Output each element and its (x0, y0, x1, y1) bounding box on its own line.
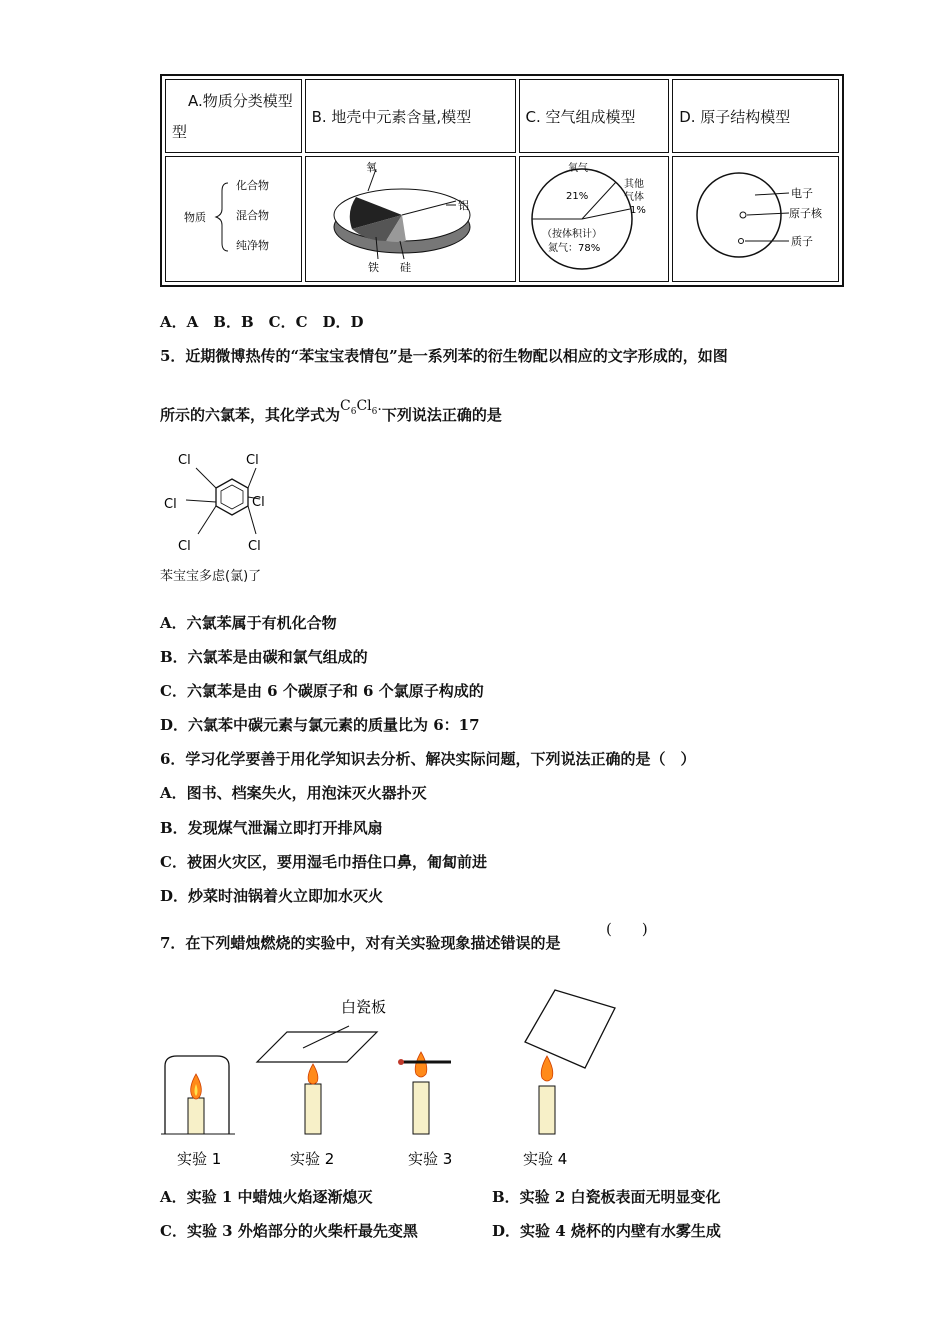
cl-atom-1: Cl (178, 453, 191, 468)
q4-answer-options: A．A B．B C．C D．D (160, 313, 364, 331)
cl-atom-3: Cl (164, 497, 177, 512)
q7-option-c[interactable]: C．实验 3 外焰部分的火柴杆最先变黑 (160, 1222, 418, 1240)
label-n2: 氮气：78% (547, 243, 600, 254)
label-note: （按体积计） (541, 229, 602, 240)
label-silicon: 硅 (399, 261, 411, 274)
label-other-2: 气体 (623, 192, 644, 203)
diagram-c-cell (519, 156, 670, 282)
diagram-a-item-3: 纯净物 (236, 239, 269, 252)
header-c: C. 空气组成模型 (519, 79, 670, 153)
model-table (160, 74, 844, 287)
label-o2: 氧气 (567, 163, 588, 174)
q5-option-a[interactable]: A．六氯苯属于有机化合物 (160, 614, 337, 632)
diagram-a-cell (165, 156, 302, 282)
chemical-formula: $C_6Cl_6$. (340, 398, 382, 417)
q5-caption: 苯宝宝多虑(氯)了 (160, 569, 262, 584)
q7-option-a[interactable]: A．实验 1 中蜡烛火焰逐渐熄灭 (160, 1188, 373, 1206)
cl-atom-2: Cl (246, 453, 259, 468)
header-a-line2: 型 (172, 123, 188, 141)
q7-option-b[interactable]: B．实验 2 白瓷板表面无明显变化 (492, 1188, 721, 1206)
header-b: B. 地壳中元素含量,模型 (305, 79, 516, 153)
plate-label: 白瓷板 (341, 998, 387, 1016)
diagram-a-root: 物质 (184, 211, 206, 224)
header-d: D. 原子结构模型 (672, 79, 839, 153)
hexachlorobenzene-structure (160, 446, 290, 556)
classification-diagram (166, 157, 300, 277)
cl-atom-6: Cl (248, 539, 261, 554)
q6-option-d[interactable]: D．炒菜时油锅着火立即加水灭火 (160, 887, 384, 905)
brace-icon (216, 183, 228, 251)
diagram-d-cell (672, 156, 839, 282)
q5-option-d[interactable]: D．六氯苯中碳元素与氯元素的质量比为 6：17 (160, 716, 480, 734)
diagram-a-item-2: 混合物 (236, 209, 269, 222)
q7-stem: 7．在下列蜡烛燃烧的实验中，对有关实验现象描述错误的是 (160, 934, 561, 952)
q6-stem: 6．学习化学要善于用化学知识去分析、解决实际问题，下列说法正确的是（ ） (160, 750, 696, 768)
diagram-b-cell (305, 156, 516, 282)
label-proton: 质子 (791, 235, 814, 248)
exp-label-1: 实验 1 (177, 1150, 222, 1168)
q5-stem-after: 下列说法正确的是 (381, 406, 502, 424)
q7-option-d[interactable]: D．实验 4 烧杯的内壁有水雾生成 (492, 1222, 721, 1240)
header-a-line1: A.物质分类模型 (188, 92, 293, 110)
label-other-1: 其他 (623, 179, 644, 190)
crust-pie-diagram (306, 157, 514, 277)
header-a (165, 79, 302, 153)
label-iron: 铁 (367, 261, 379, 274)
label-oxygen: 氧 (365, 161, 377, 174)
q5-stem-line1: 5．近期微博热传的“苯宝宝表情包”是一系列苯的衍生物配以相应的文字形成的，如图 (160, 347, 728, 365)
label-nucleus: 原子核 (789, 207, 823, 220)
candle-experiments-figure (155, 988, 635, 1173)
q5-option-c[interactable]: C．六氯苯是由 6 个碳原子和 6 个氯原子构成的 (160, 682, 484, 700)
label-electron: 电子 (791, 187, 814, 200)
q7-answer-paren: ( ) (606, 920, 648, 938)
q6-option-c[interactable]: C．被困火灾区，要用湿毛巾捂住口鼻，匍匐前进 (160, 853, 487, 871)
q5-option-b[interactable]: B．六氯苯是由碳和氯气组成的 (160, 648, 368, 666)
cl-atom-5: Cl (178, 539, 191, 554)
q6-option-b[interactable]: B．发现煤气泄漏立即打开排风扇 (160, 819, 383, 837)
label-other-pct: 1% (629, 205, 646, 216)
q5-stem-before: 所示的六氯苯，其化学式为 (160, 406, 341, 424)
exp-label-4: 实验 4 (523, 1150, 568, 1168)
label-o2-pct: 21% (565, 191, 588, 202)
exp-label-3: 实验 3 (408, 1150, 453, 1168)
label-aluminum: 铝 (457, 199, 469, 212)
diagram-a-item-1: 化合物 (236, 179, 269, 192)
q5-stem-line2 (160, 398, 502, 427)
exp-label-2: 实验 2 (290, 1150, 335, 1168)
air-pie-diagram (520, 157, 668, 277)
cl-atom-4: Cl (252, 495, 265, 510)
q6-option-a[interactable]: A．图书、档案失火，用泡沫灭火器扑灭 (160, 784, 427, 802)
atom-diagram (673, 157, 837, 277)
